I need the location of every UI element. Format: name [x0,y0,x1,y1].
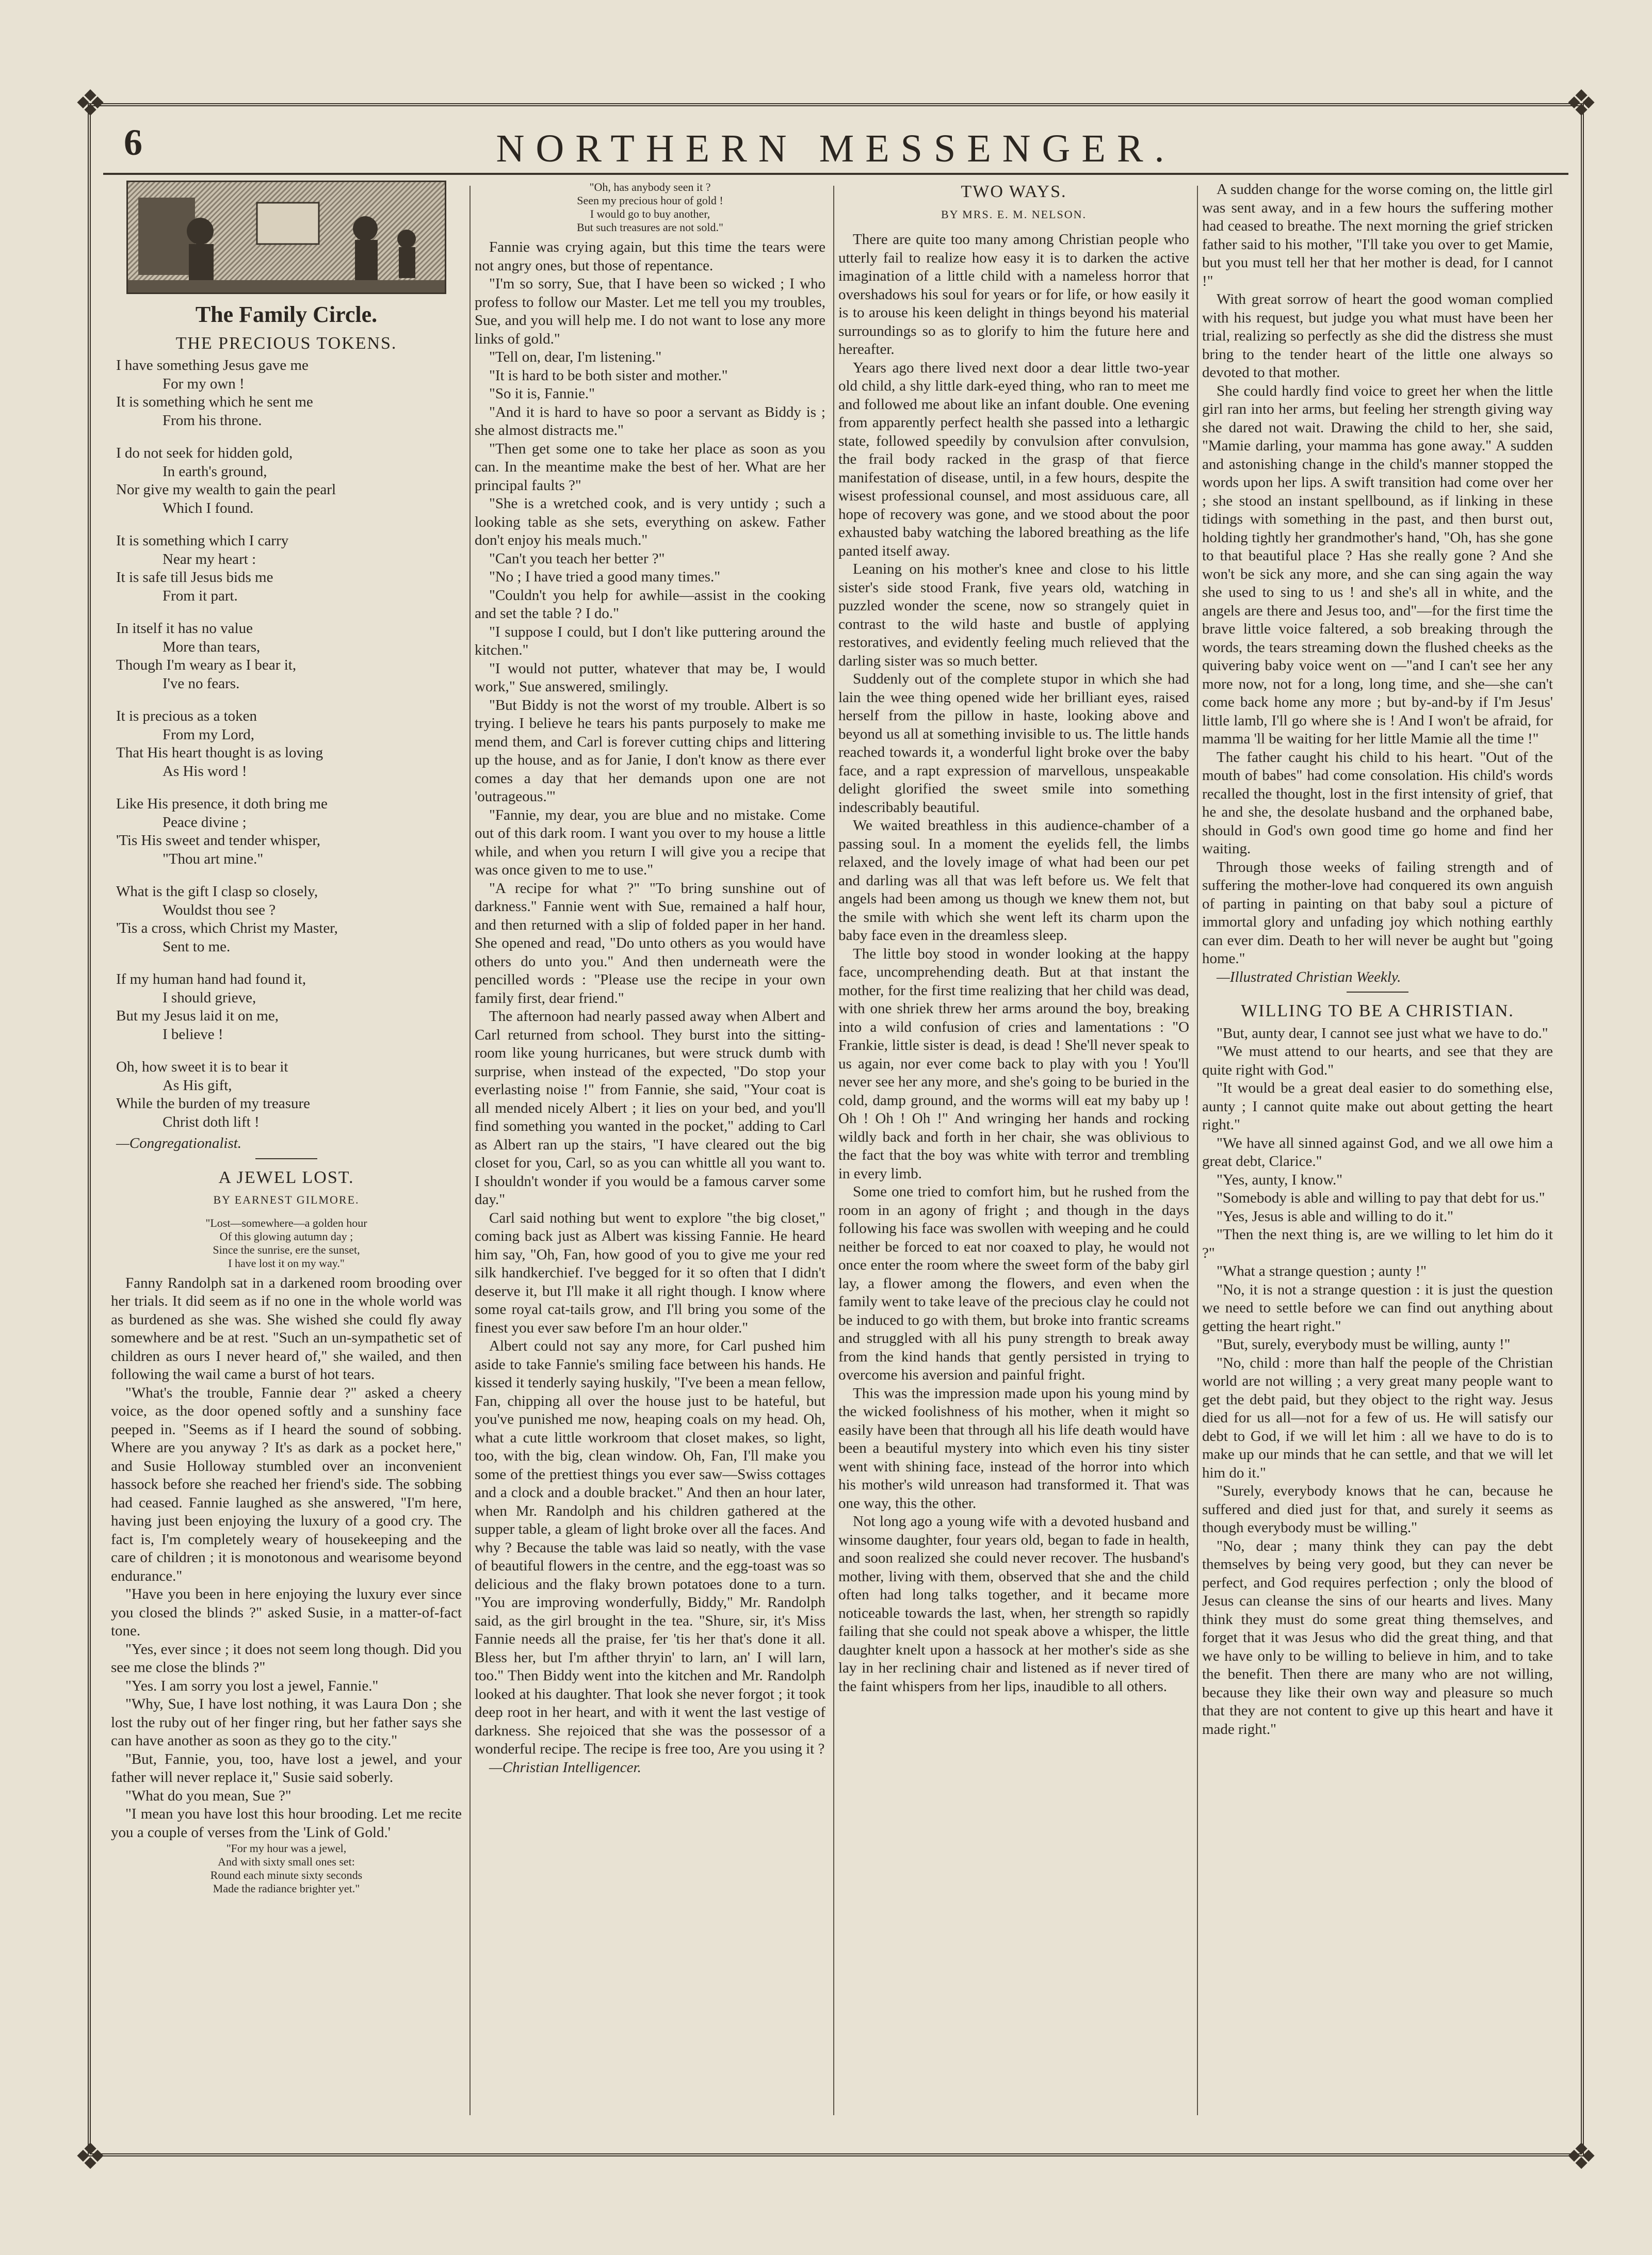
verse-line: I believe ! [163,1026,223,1043]
paragraph: "No ; I have tried a good many times." [489,569,721,585]
stanza [111,356,462,430]
paragraph: "Yes, aunty, I know." [1217,1171,1343,1188]
paragraph: Leaning on his mother's knee and close to his little sister's side stood Frank, five years old, watching in puzzled wonder the scene, now so strangely quiet in contrast to the wild haste and bustle of applying restoratives, and evidently feeling much relieved that the darling sister was so much better. [838,561,1189,669]
paragraph: Through those weeks of failing strength and of suffering the mother-love had conquered its own anguish of parting in painting on that baby soul a picture of immortal glory and unfading joy which nothing earthly can ever dim. Death to her will never be aught but "going home." [1202,858,1553,967]
paragraph: Suddenly out of the complete stupor in which she had lain the wee thing opened wide her brilliant eyes, raised herself from the pillow in haste, looking above and beyond us all at something invisible to us. The little hands reached towards it, a wonderful light broke over the baby face, and a rapt expression of marvellous, unspeakable delight glorified the sweet smile into something indescribably beautiful. [838,671,1189,816]
paragraph: Not long ago a young wife with a devoted husband and winsome daughter, four years old, began to fade in health, and soon realized she could never recover. The husband's mother, living with them, observed that she and the child often had long talks together, and it became more noticeable towards the last, when, her strength so rapidly failing that she could not speak above a whisper, the little daughter knelt upon a hassock at her mother's side as she lay in her reclining chair and listened as if never tired of the faint whispers from her lips, inaudible to all others. [838,1513,1189,1695]
verse-line: That His heart thought is as loving [116,744,323,761]
verse-line: Seen my precious hour of gold ! [577,194,723,207]
verse-line: Though I'm weary as I bear it, [116,657,297,673]
paragraph: "But, surely, everybody must be willing, aunty !" [1217,1336,1511,1353]
corner-ornament: ❖ [1565,82,1598,124]
poem-credit: —Congregationalist. [116,1135,242,1151]
verse-line: It is something which he sent me [116,394,313,410]
paragraph: "Then get some one to take her place as soon as you can. In the meantime make the best of her. What are her principal faults ?" [475,440,825,494]
paragraph: "It would be a great deal easier to do something else, aunty ; I cannot quite make out about getting the heart right." [1202,1080,1553,1133]
divider [255,1158,317,1159]
verse-line: While the burden of my treasure [116,1095,311,1112]
stanza [111,795,462,868]
verse-line: Peace divine ; [163,814,247,831]
paragraph: She could hardly find voice to greet her when the little girl ran into her arms, but feeling her strength giving way she dared not wait. Drawing the child to her, she said, "Mamie darling, your mamma has gone away." A sudden and astonishing change in the child's manner stopped the words upon her lips. A swift transition had come over her ; she stood an instant spellbound, as if linking in these tidings with something in the past, and then burst out, holding tightly her grandmother's hand, "Oh, has she gone to that beautiful place ? Has she really gone ? And she won't be sick any more, and she can sing again the way she used to sing to us ! and she's all in white, and the angels are there and Jesus too, and"—for the first time the brave little voice faltered, a sob breaking through the words, the tears streaming down the flushed cheeks as the quivering baby voice went on —"and I can't see her any more now, not for a long, long time, and she—she can't come back home any more ; but by-and-by if I'm Jesus' little lamb, I'll go where she is ! And I won't be afraid, for mamma 'll be waiting for her little Mamie all the time !" [1202,382,1553,747]
verse-line: But my Jesus laid it on me, [116,1008,279,1024]
verse-line: More than tears, [163,638,261,655]
paragraph: "But, Fannie, you, too, have lost a jewel, and your father will never replace it," Susie said soberly. [111,1750,462,1786]
source-credit: —Christian Intelligencer. [489,1759,641,1776]
paragraph: Fannie was crying again, but this time the tears were not angry ones, but those of repentance. [475,239,825,274]
poem-title: THE PRECIOUS TOKENS. [175,333,397,353]
paragraph: "So it is, Fannie." [489,385,595,402]
article-title: TWO WAYS. [961,182,1067,201]
epigraph-line: "Lost—somewhere—a golden hour [205,1216,367,1229]
verse-line: I should grieve, [163,989,256,1006]
paragraph: The father caught his child to his heart. "Out of the mouth of babes" had come consolation. His child's words recalled the thought, lost in the first intensity of grief, that he and she, the desolate husband and the orphaned babe, should in God's own good time go home and find her waiting. [1202,749,1553,857]
article-byline: BY MRS. E. M. NELSON. [941,207,1087,221]
paragraph: "I would not putter, whatever that may be, I would work," Sue answered, smilingly. [475,660,825,695]
paragraph: Fanny Randolph sat in a darkened room brooding over her trials. It did seem as if no one in the whole world was as burdened as she was. She wished she could fly away somewhere and be at rest. "Such an un-sympathetic set of children as ours I never heard of," she wailed, and then following the wail came a burst of hot tears. [111,1274,462,1383]
stanza [111,883,462,956]
verse-line: Wouldst thou see ? [163,901,276,918]
story-title: A JEWEL LOST. [218,1167,354,1187]
paragraph: We waited breathless in this audience-chamber of a passing soul. In a moment the eyelids fell, the limbs relaxed, and the lovely image of what had been our pet and darling was all that was left before us. We felt that angels had been among us though we knew them not, but the smile with which she went left its charm upon the baby face even in the dreamless sleep. [838,817,1189,944]
verse-line: "Thou art mine." [163,850,264,867]
paragraph: "Yes, ever since ; it does not seem long though. Did you see me close the blinds ?" [111,1641,462,1676]
paragraph: There are quite too many among Christian people who utterly fail to realize how easy it is to darken the active imagination of a little child with a nameless horror that overshadows his soul for years or for life, or how easily it is to arouse his keen delight in things beyond his material surroundings so as to glorify to him the future here and hereafter. [838,231,1189,358]
columns [111,181,1568,2131]
paragraph: "Yes. I am sorry you lost a jewel, Fannie." [125,1677,379,1694]
page-number: 6 [124,122,142,163]
verse-line: Near my heart : [163,550,256,567]
paragraph: "Then the next thing is, are we willing to let him do it ?" [1202,1226,1553,1261]
paragraph: "It is hard to be both sister and mother." [489,367,728,384]
paragraph: Years ago there lived next door a dear little two-year old child, a shy little dark-eyed thing, who ran to meet me and followed me about like an infant double. One evening from apparently perfect health she passed into a lethargic state, followed speedily by convulsion after convulsion, the frail body racked in the grasp of that fierce manifestation of disease, until, in a few hours, despite the wisest professional counsel, and most assiduous care, all hope of recovery was gone, and we stood about the poor exhausted baby watching the labored breathing as the life panted itself away. [838,359,1189,559]
corner-ornament: ❖ [1565,2135,1598,2178]
paragraph: "Somebody is able and willing to pay that debt for us." [1217,1190,1545,1206]
column-3 [838,181,1189,2131]
verse-line: It is safe till Jesus bids me [116,569,273,586]
paragraph: Some one tried to comfort him, but he rushed from the room in an agony of fright ; and though in the days following his face was swollen with weeping and he could neither be forced to eat nor coaxed to play, he would not once enter the room where the sweet form of the baby girl lay, a flower among the flowers, and even when the family went to take leave of the precious clay he could not be induced to go with them, but broke into frantic screams and struggled with all his puny strength to break away from the kind hands that gently persisted in trying to overcome his aversion and painful fright. [838,1183,1189,1383]
paragraph: This was the impression made upon his young mind by the wicked foolishness of his mother, when it might so easily have been that through all his life death would have been a beautiful mystery into which even his tiny sister went with shining face, instead of the horror into which his mother's wild unreason had transformed it. That was one way, this the other. [838,1385,1189,1512]
verse-line: Which I found. [163,499,254,516]
paragraph: "Can't you teach her better ?" [489,550,665,567]
paragraph: A sudden change for the worse coming on, the little girl was sent away, and in a few hours the suffering mother had ceased to breathe. The next morning the grief stricken father said to his mother, "I'll take you over to get Mamie, but you must tell her that her mother is dead, for I cannot !" [1202,181,1553,289]
verse-line: Christ doth lift ! [163,1113,260,1130]
stanza [111,970,462,1044]
verse-line: "Oh, has anybody seen it ? [589,181,711,193]
section-heading: The Family Circle. [195,302,378,327]
verse-line: But such treasures are not sold." [577,221,723,234]
verse-line: Made the radiance brighter yet." [213,1882,360,1895]
divider [1347,992,1408,993]
verse-line: From it part. [163,587,238,604]
epigraph-line: Of this glowing autumn day ; [219,1229,353,1243]
paragraph: "I'm so sorry, Sue, that I have been so wicked ; I who profess to follow our Master. Let me tell you my troubles, Sue, and you will help me. I do not want to lose any more links of gold." [475,275,825,347]
paragraph: "And it is hard to have so poor a servant as Biddy is ; she almost distracts me." [475,403,825,439]
column-rule [469,186,471,2115]
paragraph: "Yes, Jesus is able and willing to do it." [1217,1208,1453,1225]
verse-line: 'Tis His sweet and tender whisper, [116,832,321,849]
column-rule [1197,186,1198,2115]
verse-line: If my human hand had found it, [116,971,306,987]
paragraph: "But Biddy is not the worst of my trouble. Albert is so trying. I believe he tears his pants purposely to make me mend them, and Carl is forever cutting chips and littering up the house, and as for Janie, I don't know as there ever comes a day that her demands upon one are not 'outrageous.'" [475,696,825,805]
verse-line: In itself it has no value [116,620,253,637]
paragraph: "Fannie, my dear, you are blue and no mistake. Come out of this dark room. I want you over to my house a little while, and when you return I will give you a recipe that was once given to me to use." [475,806,825,878]
verse-line: In earth's ground, [163,463,267,480]
verse-line: For my own ! [163,375,245,392]
column-4 [1202,181,1553,2131]
stanza [111,707,462,781]
paragraph: "What a strange question ; aunty !" [1217,1263,1427,1279]
verse-line: It is precious as a token [116,708,257,724]
paragraph: "She is a wretched cook, and is very untidy ; such a looking table as she sets, everything on askew. Father don't enjoy his meals much." [475,495,825,548]
paragraph: "I mean you have lost this hour brooding. Let me recite you a couple of verses from the 'Link of Gold.' [111,1806,462,1841]
paragraph: The little boy stood in wonder looking at the happy face, uncomprehending death. But at that instant the mother, for the first time realizing that her child was dead, with one shriek threw her arms around the boy, breaking into a wild confusion of cries and lamentations : "O Frankie, little sister is dead, is dead ! She'll never speak to us again, nor ever come back to play with you ! You'll never see her any more, and she's going to be buried in the cold, damp ground, and the worms will eat my baby up ! Oh ! Oh ! Oh !" And wringing her hands and rocking wildly back and forth in her chair, she was oblivious to the fact that the boy was white with terror and trembling in every limb. [838,945,1189,1182]
paragraph: With great sorrow of heart the good woman complied with his request, but judge you what must have been her trial, realizing so perfectly as she did the distress she must bring to the tender heart of the little one always so devoted to that mother. [1202,291,1553,381]
paragraph: "Why, Sue, I have lost nothing, it was Laura Don ; she lost the ruby out of her finger ring, but her father says she can have another as soon as they go to the city." [111,1696,462,1749]
verse-line: I would go to buy another, [590,207,710,220]
paragraph: "Surely, everybody knows that he can, because he suffered and died just for that, and surely it seems as though everybody must be willing." [1202,1483,1553,1536]
verse-line: As His word ! [163,763,247,780]
poem [111,356,462,1153]
paragraph: "No, it is not a strange question : it is just the question we need to settle before we can find out anything about getting the heart right." [1202,1281,1553,1335]
paragraph: "What's the trouble, Fannie dear ?" asked a cheery voice, as the door opened softly and a sunshiny face peeped in. "Seems as if I heard the sound of sobbing. Where are you anyway ? It's as dark as a pocket here," and Susie Holloway stumbled over an inconvenient hassock before she reached her friend's side. The sobbing had ceased. Fannie laughed as she answered, "I'm here, having just been enjoying the luxury of a good cry. The fact is, I'm completely weary of housekeeping and the care of children ; it is monotonous and wearisome beyond endurance." [111,1384,462,1584]
paragraph: Albert could not say any more, for Carl pushed him aside to take Fannie's smiling face between his hands. He kissed it tenderly saying huskily, "I've been a mean fellow, Fan, chipping all over the house just to be hateful, but you've punished me now, heaping coals on my head. Oh, what a cute little workroom that closet makes, so light, too, with the big, clean window. Oh, Fan, I'll make you some of the prettiest things you ever saw—Swiss cottages and a clock and a double bracket." And then an hour later, when Mr. Randolph and his children gathered at the supper table, a gleam of light broke over all the faces. And why ? Because the table was laid so neatly, with the vase of beautiful flowers in the centre, and the egg-toast was so delicious and the flaky brown potatoes done to a turn. "You are improving wonderfully, Biddy," Mr. Randolph said, as the girl brought in the tea. "Shure, sir, it's Miss Fannie needs all the praise, fer 'tis her that's done it all. Bless her, but I'm afther thryin' to larn, an' I will larn, too." Then Biddy went into the kitchen and Mr. Randolph looked at his daughter. That look she never forgot ; it took deep root in her heart, and with it went the last vestige of darkness. She rejoiced that she was the possessor of a wonderful recipe. The recipe is free too, Are you using it ? [475,1338,825,1757]
stanza [111,532,462,605]
stanza [111,444,462,517]
paragraph: "We have all sinned against God, and we all owe him a great debt, Clarice." [1202,1134,1553,1170]
paragraph: "No, dear ; many think they can pay the debt themselves by being very good, but they can never be perfect, and God requires perfection ; only the blood of Jesus can cleanse the sins of our hearts and lives. Many think they must do some great thing themselves, and forget that it was Jesus who did the great thing, and that we have only to be willing to believe in him, and to take the benefit. Then there are many who are not willing, because they like their own way and pleasure so much that they are not content to give up this heart and have it made right." [1202,1537,1553,1738]
paragraph: "A recipe for what ?" "To bring sunshine out of darkness." Fannie went with Sue, remained a half hour, and then returned with a slip of folded paper in her hand. She opened and read, "Do unto others as you would have others do unto you." And then underneath were the pencilled words : "Please use the recipe in your own family first, dear friend." [475,880,825,1007]
epigraph [111,1216,462,1270]
verse-line: As His gift, [163,1077,232,1094]
paragraph: "Couldn't you help for awhile—assist in the cooking and set the table ? I do." [475,587,825,622]
verse-line: Round each minute sixty seconds [210,1869,363,1881]
verse-line: Nor give my wealth to gain the pearl [116,481,336,498]
opening-verse [475,181,825,234]
paragraph: "But, aunty dear, I cannot see just what we have to do." [1217,1025,1548,1042]
paragraph: "I suppose I could, but I don't like puttering around the kitchen." [475,623,825,658]
verse-line: I've no fears. [163,675,240,692]
verse-line: Like His presence, it doth bring me [116,796,328,812]
newspaper-title: NORTHERN MESSENGER. [496,127,1176,170]
masthead [103,111,1568,175]
verse-line: 'Tis a cross, which Christ my Master, [116,920,338,936]
paragraph: "Have you been in here enjoying the luxury ever since you closed the blinds ?" asked Susie, in a matter-of-fact tone. [111,1586,462,1639]
closing-verse [111,1842,462,1895]
article-title: WILLING TO BE A CHRISTIAN. [1241,1001,1514,1020]
verse-line: "For my hour was a jewel, [226,1842,347,1855]
family-circle-illustration [126,181,446,294]
verse-line: What is the gift I clasp so closely, [116,883,318,900]
paragraph: "We must attend to our hearts, and see that they are quite right with God." [1202,1043,1553,1078]
corner-ornament: ❖ [74,2135,107,2178]
verse-line: Oh, how sweet it is to bear it [116,1059,288,1075]
verse-line: It is something which I carry [116,532,289,549]
epigraph-line: I have lost it on my way." [228,1256,345,1270]
stanza [111,1058,462,1131]
verse-line: Sent to me. [163,938,231,955]
verse-line: From his throne. [163,412,262,429]
verse-line: From my Lord, [163,726,255,743]
column-rule [833,186,834,2115]
source-credit: —Illustrated Christian Weekly. [1217,968,1401,985]
column-1 [111,181,462,2131]
paragraph: The afternoon had nearly passed away when Albert and Carl returned from school. They burst into the sitting-room like young hurricanes, but were struck dumb with surprise, when instead of the expected, "Do stop your everlasting noise !" from Fannie, she said, "Your coat is all mended nicely Albert ; it lies on your bed, and you'll find something you wanted in the pocket," adding to Carl as Albert ran up the stairs, "I have cleared out the big closet for you, Carl, so as you can whittle all you want to. I shouldn't wonder if you would be a famous carver some day." [475,1008,825,1208]
verse-line: And with sixty small ones set: [218,1855,355,1868]
verse-line: I do not seek for hidden gold, [116,445,293,461]
epigraph-line: Since the sunrise, ere the sunset, [213,1243,360,1256]
paragraph: Carl said nothing but went to explore "the big closet," coming back just as Albert was kissing Fannie. He heard him say, "Oh, Fan, how good of you to give me your red silk handkerchief. I've begged for it so often that I didn't deserve it, but I'll make it all right though. I know where some royal cat-tails grow, and I'll bring you some of the finest you ever saw before I'm an hour older." [475,1209,825,1336]
paragraph: "What do you mean, Sue ?" [125,1787,291,1804]
corner-ornament: ❖ [74,82,107,124]
paragraph: "No, child : more than half the people of the Christian world are not willing ; a very great many people want to get the debt paid, but they object to the right way. Jesus died for us all—not for a few of us. He will satisfy our debt to God, if we will let him : all we have to do is to make up our minds that he can settle, and that we will let him do it." [1202,1354,1553,1481]
verse-line: I have something Jesus gave me [116,357,309,374]
paragraph: "Tell on, dear, I'm listening." [489,349,662,365]
story-byline: BY EARNEST GILMORE. [213,1193,360,1206]
column-2 [475,181,825,2131]
stanza [111,620,462,693]
